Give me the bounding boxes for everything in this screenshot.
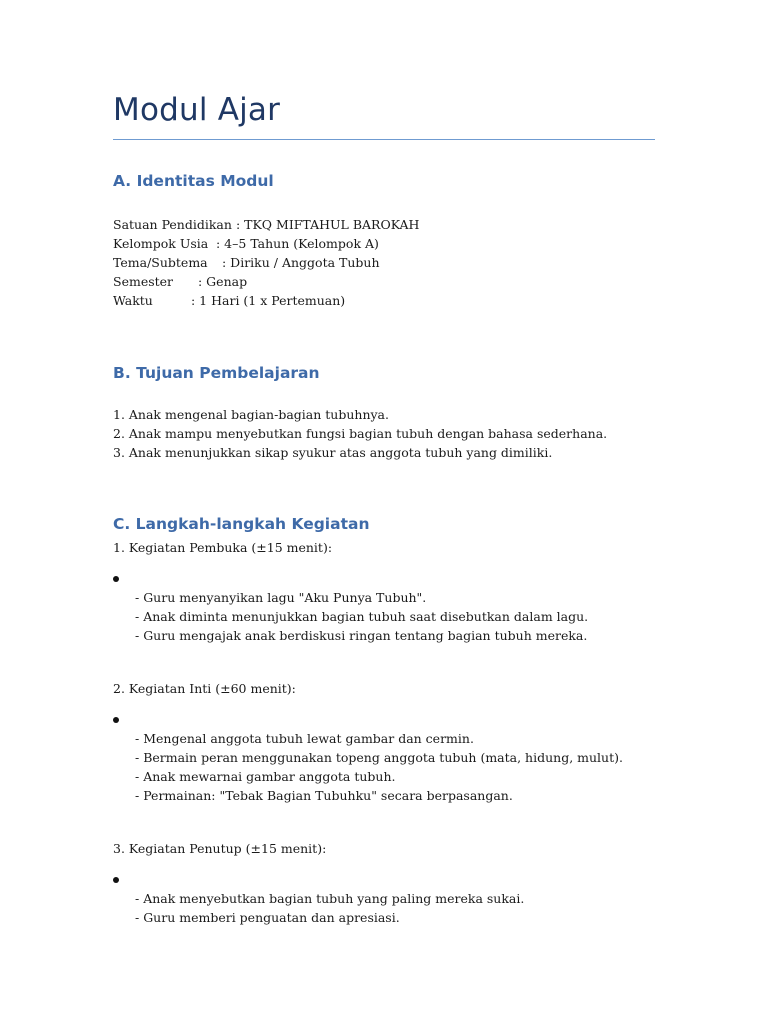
title-underline [113,139,655,140]
step-item: - Anak menyebutkan bagian tubuh yang paling mereka sukai. [135,891,525,906]
step-title: 1. Kegiatan Pembuka (±15 menit): [113,540,333,555]
identity-value: : 4–5 Tahun (Kelompok A) [216,236,379,251]
step-item: - Anak diminta menunjukkan bagian tubuh saat disebutkan dalam lagu. [135,609,589,624]
identity-label: Kelompok Usia [113,236,209,251]
identity-row [113,253,380,272]
identity-label: Tema/Subtema [113,255,208,270]
section-b-heading: B. Tujuan Pembelajaran [113,364,320,382]
step-item: - Guru mengajak anak berdiskusi ringan tentang bagian tubuh mereka. [135,628,588,643]
identity-row [113,272,247,291]
identity-label: Waktu [113,293,153,308]
step-item: - Bermain peran menggunakan topeng anggota tubuh (mata, hidung, mulut). [135,750,623,765]
identity-row [113,215,419,234]
identity-value: : 1 Hari (1 x Pertemuan) [191,293,346,308]
step-title: 3. Kegiatan Penutup (±15 menit): [113,841,327,856]
identity-label: Semester [113,274,174,289]
identity-value: : TKQ MIFTAHUL BAROKAH [235,217,420,232]
step-title: 2. Kegiatan Inti (±60 menit): [113,681,296,696]
identity-row [113,234,379,253]
bullet-icon [113,576,119,582]
step-item: - Mengenal anggota tubuh lewat gambar dan cermin. [135,731,474,746]
objective-item: 1. Anak mengenal bagian-bagian tubuhnya. [113,407,389,422]
step-item: - Anak mewarnai gambar anggota tubuh. [135,769,396,784]
bullet-icon [113,717,119,723]
step-item: - Guru memberi penguatan dan apresiasi. [135,910,400,925]
step-item: - Permainan: "Tebak Bagian Tubuhku" secara berpasangan. [135,788,513,803]
objective-item: 2. Anak mampu menyebutkan fungsi bagian tubuh dengan bahasa sederhana. [113,426,608,441]
identity-value: : Genap [198,274,248,289]
section-c-heading: C. Langkah-langkah Kegiatan [113,515,370,533]
identity-row [113,291,345,310]
identity-value: : Diriku / Anggota Tubuh [222,255,380,270]
bullet-icon [113,877,119,883]
page-title: Modul Ajar [113,92,281,128]
identity-label: Satuan Pendidikan [113,217,232,232]
step-item: - Guru menyanyikan lagu "Aku Punya Tubuh". [135,590,427,605]
section-a-heading: A. Identitas Modul [113,172,274,190]
objective-item: 3. Anak menunjukkan sikap syukur atas anggota tubuh yang dimiliki. [113,445,553,460]
